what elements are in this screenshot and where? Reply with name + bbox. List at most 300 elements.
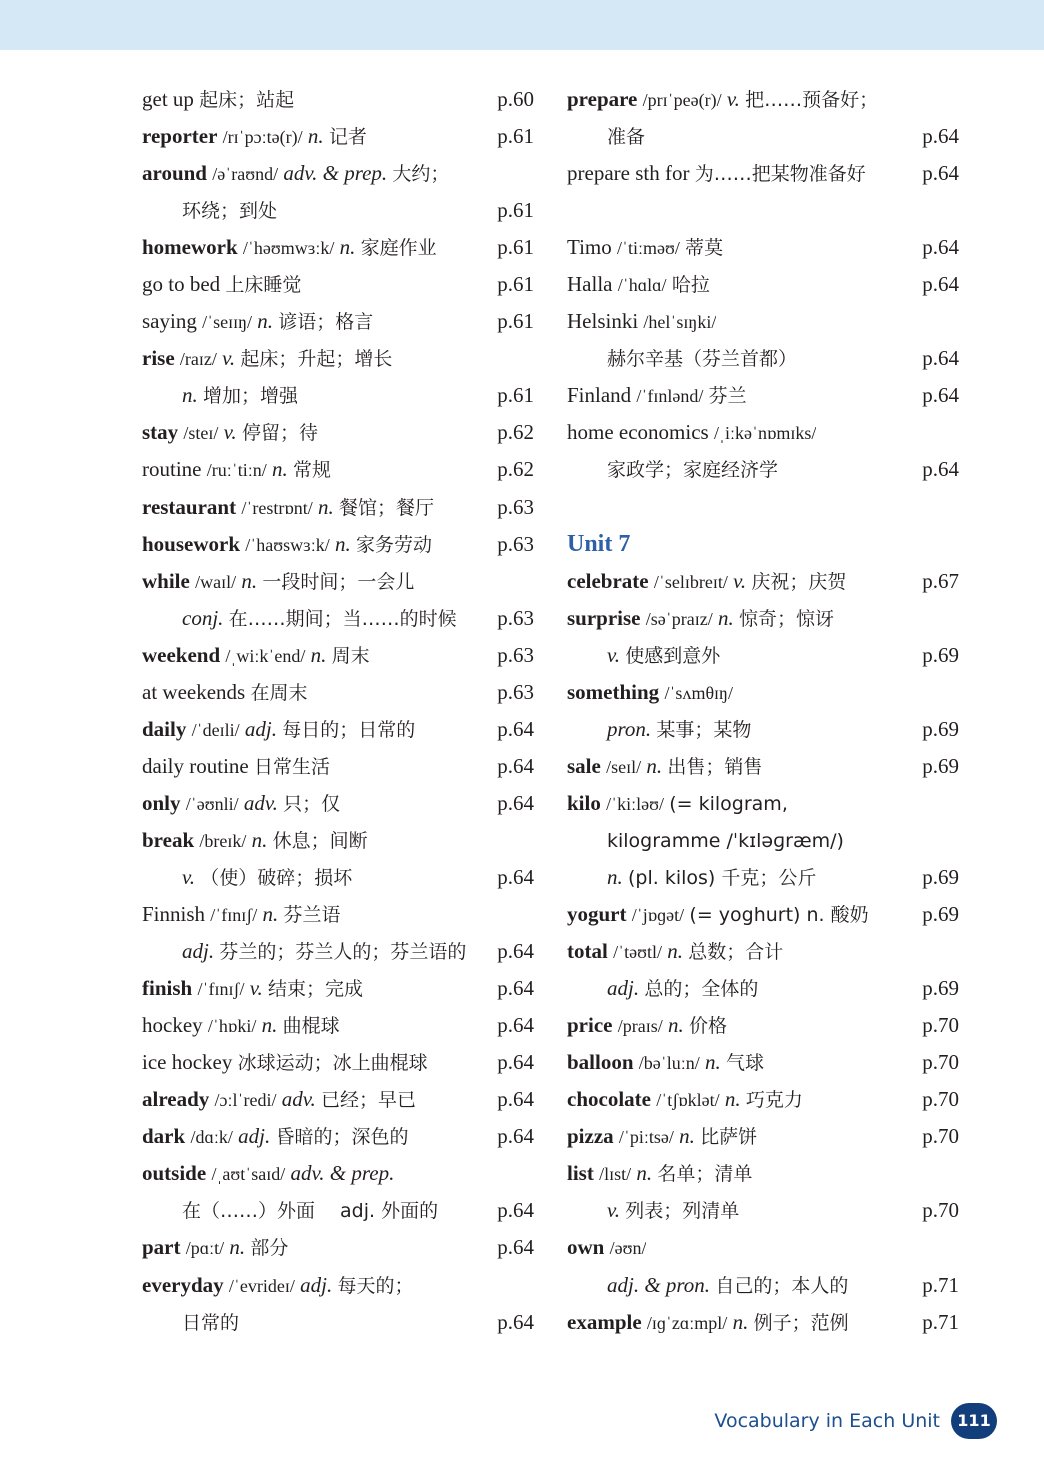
headword: list — [567, 1161, 594, 1186]
headword: get up — [142, 87, 194, 111]
meaning: kilogramme /ˈkɪləɡræm/) — [607, 829, 844, 852]
headword: celebrate — [567, 568, 649, 593]
headword: reporter — [142, 124, 218, 149]
vocab-entry — [567, 1304, 959, 1341]
headword: finish — [142, 976, 193, 1001]
phonetic: /waɪl/ — [195, 571, 237, 592]
entry-text — [142, 1229, 288, 1267]
phonetic: /ɔːlˈredi/ — [214, 1090, 277, 1111]
phonetic: /ˈjɒɡət/ — [631, 905, 685, 926]
entry-text — [142, 637, 370, 675]
part-of-speech: n. — [257, 309, 273, 334]
meaning: 芬兰 — [708, 385, 747, 408]
meaning: 大约； — [392, 163, 450, 186]
part-of-speech: n. — [667, 1013, 684, 1038]
vocab-entry — [142, 1081, 534, 1118]
meaning: (pl. kilos) 千克；公斤 — [628, 866, 817, 889]
headword: saying — [142, 309, 197, 334]
meaning: 日常的 — [182, 1311, 240, 1334]
entry-text — [142, 933, 466, 971]
page-ref: p.61 — [497, 124, 534, 149]
footer-section-title: Vocabulary in Each Unit — [714, 1410, 940, 1432]
meaning: 起床；站起 — [199, 89, 295, 111]
phonetic: /ˈselɪbreɪt/ — [653, 571, 728, 592]
page-ref: p.64 — [922, 124, 959, 149]
phonetic: /breɪk/ — [199, 830, 247, 851]
phonetic: /ɪɡˈzɑːmpl/ — [646, 1312, 728, 1333]
meaning: 庆祝；庆贺 — [751, 570, 847, 593]
meaning: 已经；早已 — [321, 1089, 417, 1112]
vocab-entry — [142, 266, 534, 303]
phonetic: /rɪˈpɔːtə(r)/ — [222, 127, 303, 148]
vocab-continuation-line — [142, 192, 534, 229]
page-ref: p.70 — [922, 1124, 959, 1149]
page-ref: p.63 — [497, 679, 534, 704]
page-ref: p.63 — [497, 531, 534, 556]
vocabulary-column-left — [142, 81, 534, 1341]
part-of-speech: v. — [222, 346, 236, 371]
meaning: 昏暗的；深色的 — [275, 1126, 409, 1149]
phonetic: /ˌiːkəˈnɒmɪks/ — [713, 423, 817, 444]
vocab-entry — [142, 1007, 534, 1044]
entry-text — [567, 451, 778, 489]
meaning: 每天的； — [337, 1274, 414, 1297]
page-ref: p.64 — [497, 1309, 534, 1334]
entry-text — [142, 266, 301, 304]
part-of-speech: n. — [318, 494, 334, 519]
page-ref: p.70 — [922, 1050, 959, 1075]
page-ref: p.60 — [497, 87, 534, 111]
headword: already — [142, 1087, 210, 1112]
meaning: 赫尔辛基（芬兰首都） — [607, 348, 798, 371]
page-ref: p.64 — [497, 1013, 534, 1038]
phonetic: /ˈəʊnli/ — [185, 793, 239, 814]
part-of-speech: v. — [223, 420, 237, 445]
page-ref: p.64 — [922, 272, 959, 297]
vocab-continuation-line — [567, 822, 959, 859]
entry-text — [142, 377, 298, 415]
part-of-speech: adj. — [607, 976, 640, 1001]
vocab-entry — [142, 451, 534, 488]
part-of-speech: adv. & prep. — [283, 161, 388, 186]
part-of-speech: n. — [271, 457, 288, 482]
vocab-entry — [142, 822, 534, 859]
entry-text — [142, 155, 449, 193]
meaning: 芬兰的；芬兰人的；芬兰语的 — [219, 941, 467, 964]
vocab-entry — [567, 414, 959, 451]
meaning: 日常生活 — [253, 755, 330, 778]
page-ref: p.64 — [922, 235, 959, 260]
page-ref: p.69 — [922, 642, 959, 667]
entry-text — [567, 1267, 848, 1305]
headword: Helsinki — [567, 309, 639, 334]
meaning: 休息；间断 — [272, 829, 368, 852]
headword: around — [142, 161, 207, 186]
entry-text — [142, 118, 367, 156]
page-ref: p.64 — [922, 383, 959, 408]
entry-text — [567, 229, 723, 267]
entry-text — [142, 229, 437, 267]
vocab-continuation-line — [567, 340, 959, 377]
meaning: 自己的；本人的 — [715, 1274, 849, 1297]
phonetic: /lɪst/ — [599, 1164, 632, 1185]
meaning: 在周末 — [250, 681, 308, 704]
part-of-speech: adj. — [300, 1272, 333, 1297]
entry-text — [142, 451, 331, 489]
meaning: 气球 — [726, 1052, 765, 1075]
entry-text — [142, 1044, 428, 1082]
phonetic: /ˈfɪnlənd/ — [636, 386, 704, 407]
meaning: 家庭作业 — [360, 237, 437, 260]
page-ref: p.64 — [497, 864, 534, 889]
vocab-entry — [142, 1229, 534, 1266]
part-of-speech: adj. & pron. — [607, 1272, 711, 1297]
phonetic: /bəˈluːn/ — [638, 1053, 700, 1074]
entry-text — [567, 81, 878, 119]
vocab-entry — [567, 896, 959, 933]
headword: Finland — [567, 383, 632, 408]
part-of-speech: v. — [182, 864, 196, 889]
vocab-entry — [567, 933, 959, 970]
page-ref: p.63 — [497, 642, 534, 667]
entry-text — [567, 118, 645, 156]
entry-text — [142, 1155, 394, 1193]
entry-text — [142, 303, 373, 341]
entry-text — [567, 1192, 739, 1230]
phonetic: /raɪz/ — [179, 349, 217, 370]
entry-text — [567, 785, 788, 823]
entry-text — [142, 563, 414, 601]
vocab-entry — [142, 118, 534, 155]
meaning: 谚语；格言 — [278, 311, 374, 334]
vocab-entry — [567, 377, 959, 414]
phonetic: /ˌwiːkˈend/ — [225, 645, 306, 666]
part-of-speech: v. — [607, 1198, 621, 1223]
vocab-entry — [142, 526, 534, 563]
entry-text — [567, 600, 834, 638]
vocab-entry — [142, 785, 534, 822]
meaning: 把……预备好； — [745, 89, 879, 111]
headword: yogurt — [567, 902, 627, 927]
vocabulary-column-right — [567, 81, 959, 1341]
headword: price — [567, 1013, 613, 1038]
vocab-entry — [567, 1044, 959, 1081]
headword: Timo — [567, 235, 612, 260]
meaning: 每日的；日常的 — [282, 718, 416, 741]
entry-text — [142, 1007, 340, 1045]
page-ref: p.64 — [497, 1124, 534, 1149]
phonetic: /ˈdeɪli/ — [191, 719, 240, 740]
entry-text — [142, 1192, 438, 1230]
page-ref: p.64 — [922, 346, 959, 371]
part-of-speech: n. — [717, 605, 734, 630]
vocab-continuation-line — [567, 711, 959, 748]
vocab-continuation-line — [567, 637, 959, 674]
part-of-speech: n. — [307, 124, 324, 149]
meaning: 环绕；到处 — [182, 200, 278, 223]
meaning: 哈拉 — [671, 274, 710, 297]
vocab-entry — [567, 1229, 959, 1266]
page-ref: p.64 — [497, 939, 534, 964]
part-of-speech: n. — [229, 1235, 246, 1260]
phonetic: /ˈkiːləʊ/ — [606, 793, 664, 814]
part-of-speech: n. — [636, 1161, 653, 1186]
part-of-speech: v. — [733, 568, 747, 593]
page-ref: p.62 — [497, 420, 534, 445]
meaning: 列表；列清单 — [625, 1200, 740, 1223]
phonetic: /praɪs/ — [617, 1016, 663, 1037]
part-of-speech: n. — [241, 568, 258, 593]
entry-text — [142, 1267, 414, 1305]
meaning: 在……期间；当……的时候 — [228, 607, 457, 630]
vocab-entry — [567, 303, 959, 340]
vocab-entry — [142, 1044, 534, 1081]
headword: routine — [142, 457, 202, 482]
vocab-entry — [142, 637, 534, 674]
headword: own — [567, 1235, 605, 1260]
meaning: 增加；增强 — [203, 385, 299, 408]
vocab-entry — [142, 414, 534, 451]
headword: total — [567, 939, 608, 964]
part-of-speech: v. — [726, 87, 740, 111]
entry-text — [142, 489, 434, 527]
entry-text — [142, 1304, 239, 1342]
meaning: 惊奇；惊讶 — [738, 607, 834, 630]
part-of-speech: n. — [646, 753, 663, 778]
meaning: 芬兰语 — [283, 904, 341, 927]
entry-text — [142, 896, 341, 934]
meaning: 为……把某物准备好 — [694, 163, 866, 186]
entry-text — [567, 377, 747, 415]
phonetic: /ˈtəʊtl/ — [613, 942, 662, 963]
page-ref: p.64 — [922, 457, 959, 482]
headword: prepare — [567, 87, 638, 111]
headword: Finnish — [142, 902, 206, 927]
entry-text — [142, 81, 294, 119]
page-ref: p.64 — [497, 790, 534, 815]
vocab-entry — [567, 1118, 959, 1155]
headword: only — [142, 790, 181, 815]
part-of-speech: conj. — [182, 605, 224, 630]
headword: daily — [142, 716, 187, 741]
part-of-speech: n. — [679, 1124, 695, 1149]
part-of-speech: adv. — [281, 1087, 316, 1112]
entry-text — [567, 637, 720, 675]
entry-text — [567, 414, 816, 452]
phonetic: /səˈpraɪz/ — [645, 608, 713, 629]
entry-text — [142, 1118, 408, 1156]
phonetic: /ˈtʃɒklət/ — [656, 1090, 720, 1111]
vocab-entry — [567, 155, 959, 192]
entry-text — [567, 1118, 757, 1156]
phonetic: /ˈfɪnɪʃ/ — [197, 979, 245, 1000]
headword: balloon — [567, 1050, 634, 1075]
headword: something — [567, 679, 660, 704]
page-ref: p.70 — [922, 1198, 959, 1223]
headword: hockey — [142, 1013, 203, 1038]
phonetic: /ˈevrideɪ/ — [228, 1275, 295, 1296]
page-ref: p.64 — [497, 1235, 534, 1260]
meaning: 一段时间；一会儿 — [262, 570, 415, 593]
entry-text — [567, 1229, 646, 1267]
phonetic: /ˌaʊtˈsaɪd/ — [211, 1164, 286, 1185]
vocab-entry — [142, 896, 534, 933]
vocab-entry — [142, 1118, 534, 1155]
part-of-speech: adv. & prep. — [290, 1161, 395, 1186]
meaning: 常规 — [292, 459, 331, 482]
part-of-speech: n. — [705, 1050, 721, 1075]
part-of-speech: v. — [607, 642, 621, 667]
meaning: 准备 — [607, 126, 646, 149]
part-of-speech: n. — [262, 902, 279, 927]
vocab-entry — [142, 1267, 534, 1304]
meaning: 家政学；家庭经济学 — [607, 459, 779, 482]
page-ref: p.70 — [922, 1087, 959, 1112]
meaning: 家务劳动 — [355, 533, 432, 556]
page-ref: p.64 — [497, 716, 534, 741]
page-ref: p.64 — [497, 1050, 534, 1075]
entry-text — [142, 711, 415, 749]
meaning: 记者 — [328, 126, 367, 149]
part-of-speech: pron. — [607, 716, 652, 741]
vocab-entry — [142, 155, 534, 192]
part-of-speech: n. — [182, 383, 198, 408]
vocab-entry — [142, 229, 534, 266]
entry-text — [567, 896, 869, 934]
page-ref: p.69 — [922, 753, 959, 778]
vocab-continuation-line — [142, 1304, 534, 1341]
vocab-continuation-line — [142, 1192, 534, 1229]
vocab-continuation-line — [567, 451, 959, 488]
phonetic: /ˈrestrɒnt/ — [241, 497, 313, 518]
part-of-speech: n. — [607, 864, 623, 889]
meaning: 使感到意外 — [625, 644, 721, 667]
meaning: 冰球运动；冰上曲棍球 — [237, 1052, 428, 1075]
vocab-entry — [142, 340, 534, 377]
vocab-entry — [567, 600, 959, 637]
entry-text — [142, 748, 330, 786]
vocab-entry — [142, 563, 534, 600]
headword: sale — [567, 753, 601, 778]
page-ref: p.64 — [497, 1087, 534, 1112]
headword: stay — [142, 420, 179, 445]
meaning: 例子；范例 — [753, 1311, 849, 1334]
entry-text — [567, 674, 733, 712]
vocab-entry — [567, 748, 959, 785]
entry-text — [567, 711, 751, 749]
headword: at weekends — [142, 679, 246, 704]
phonetic: /ˈsʌmθɪŋ/ — [664, 682, 733, 703]
vocab-entry — [567, 674, 959, 711]
vocab-continuation-line — [142, 600, 534, 637]
meaning: 餐馆；餐厅 — [339, 496, 435, 519]
page-ref: p.71 — [922, 1272, 959, 1297]
part-of-speech: n. — [667, 939, 683, 964]
meaning: 上床睡觉 — [225, 274, 302, 297]
phonetic: /steɪ/ — [183, 423, 219, 444]
page-ref: p.61 — [497, 309, 534, 334]
entry-text — [567, 563, 846, 601]
vocab-continuation-line — [567, 859, 959, 896]
entry-text — [567, 822, 844, 860]
page-ref: p.63 — [497, 494, 534, 519]
part-of-speech: v. — [249, 976, 263, 1001]
headword: ice hockey — [142, 1050, 233, 1075]
page-ref: p.67 — [922, 568, 959, 593]
headword: restaurant — [142, 494, 237, 519]
entry-text — [142, 192, 277, 230]
headword: pizza — [567, 1124, 614, 1149]
part-of-speech: n. — [724, 1087, 741, 1112]
meaning: 总的；全体的 — [644, 978, 759, 1001]
vocab-continuation-line — [142, 377, 534, 414]
vocab-entry — [567, 489, 959, 526]
unit-heading: Unit 7 — [567, 530, 631, 557]
page-ref: p.61 — [497, 272, 534, 297]
headword: part — [142, 1235, 181, 1260]
entry-text — [567, 1081, 803, 1119]
entry-text — [567, 859, 816, 897]
vocab-continuation-line — [567, 118, 959, 155]
vocab-entry — [567, 785, 959, 822]
meaning: 名单；清单 — [657, 1163, 753, 1186]
headword: rise — [142, 346, 175, 371]
vocab-entry — [567, 81, 959, 118]
vocab-entry — [142, 674, 534, 711]
meaning: 起床；升起；增长 — [240, 348, 393, 371]
entry-text — [142, 674, 307, 712]
phonetic: /ˈhɒki/ — [207, 1016, 257, 1037]
meaning: 蒂莫 — [685, 237, 724, 260]
phonetic: /ˈpiːtsə/ — [618, 1127, 674, 1148]
meaning: 在（……）外面 adj. 外面的 — [182, 1200, 439, 1223]
entry-text — [142, 340, 392, 378]
phonetic: /əʊn/ — [609, 1238, 647, 1259]
page-ref: p.61 — [497, 383, 534, 408]
headword: home economics — [567, 420, 709, 445]
entry-text — [142, 822, 368, 860]
entry-text — [567, 155, 866, 193]
phonetic: /ˈhəʊmwɜːk/ — [242, 238, 335, 259]
vocab-entry — [567, 563, 959, 600]
headword: kilo — [567, 790, 601, 815]
page-ref: p.70 — [922, 1013, 959, 1038]
meaning: 总数；合计 — [688, 941, 784, 964]
vocab-continuation-line — [567, 1267, 959, 1304]
headword: go to bed — [142, 272, 221, 297]
vocab-continuation-line — [142, 859, 534, 896]
phonetic: /ˈtiːməʊ/ — [617, 238, 680, 259]
entry-text — [567, 970, 758, 1008]
part-of-speech: n. — [334, 531, 351, 556]
headword: prepare sth for — [567, 161, 690, 186]
phonetic: /ˈhɑlɑ/ — [617, 275, 667, 296]
entry-text — [142, 526, 432, 564]
page-ref: p.63 — [497, 605, 534, 630]
entry-text — [567, 1007, 727, 1045]
phonetic: /ˈhaʊswɜːk/ — [245, 534, 330, 555]
meaning: 只；仅 — [283, 792, 341, 815]
page-number-badge: 111 — [951, 1403, 997, 1439]
part-of-speech: n. — [732, 1309, 749, 1334]
page-ref: p.64 — [497, 753, 534, 778]
meaning: 出售；销售 — [667, 755, 763, 778]
meaning: 曲棍球 — [282, 1015, 340, 1038]
page-ref: p.69 — [922, 976, 959, 1001]
vocab-entry — [142, 1155, 534, 1192]
headword: surprise — [567, 605, 641, 630]
vocab-entry — [142, 748, 534, 785]
